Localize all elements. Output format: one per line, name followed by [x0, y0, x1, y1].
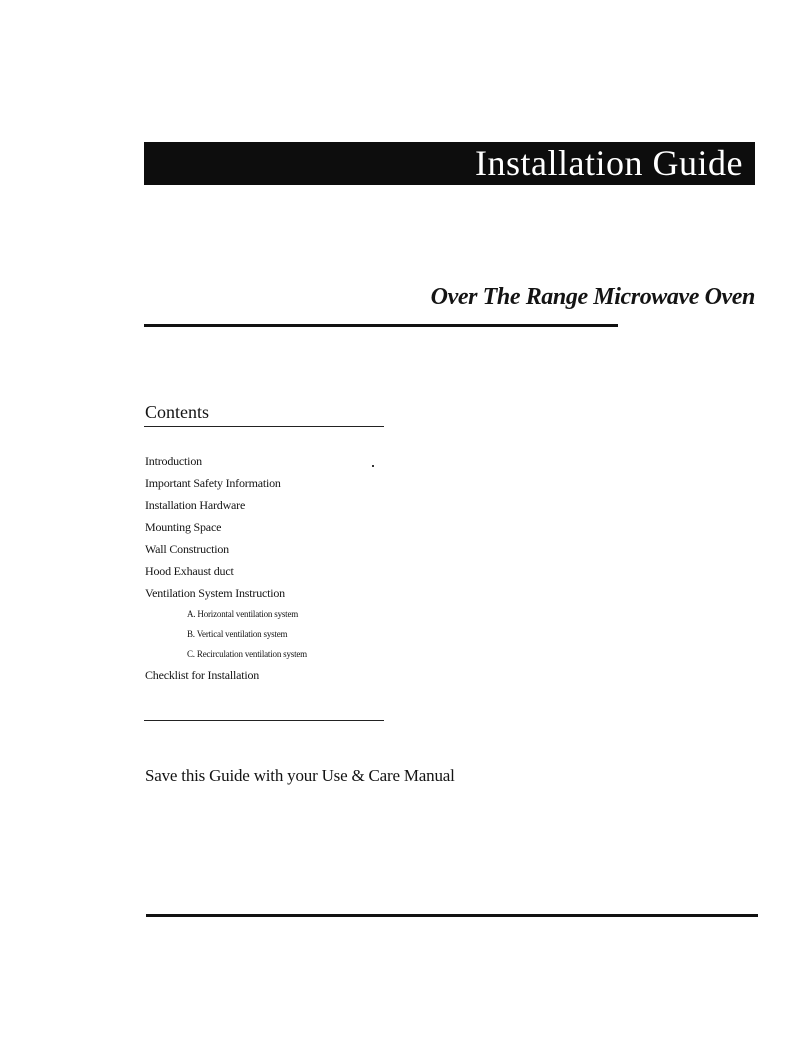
product-subtitle: Over The Range Microwave Oven [430, 284, 755, 310]
table-of-contents [145, 450, 307, 686]
toc-item-safety-information: Important Safety Information [145, 476, 281, 490]
toc-item-checklist: Checklist for Installation [145, 668, 260, 682]
toc-subitem-horizontal-ventilation: A. Horizontal ventilation system [187, 609, 299, 619]
toc-item-installation-hardware: Installation Hardware [145, 498, 246, 512]
toc-subitem-recirculation-ventilation: C. Recirculation ventilation system [187, 649, 307, 659]
contents-divider [144, 426, 384, 427]
toc-item-wall-construction: Wall Construction [145, 542, 229, 556]
title-banner [144, 142, 755, 185]
page-title: Installation Guide [475, 143, 743, 183]
scan-speck [372, 465, 374, 467]
toc-item-ventilation-system: Ventilation System Instruction [145, 586, 285, 600]
toc-subitem-vertical-ventilation: B. Vertical ventilation system [187, 629, 288, 639]
contents-heading: Contents [145, 402, 210, 422]
toc-item-hood-exhaust-duct: Hood Exhaust duct [145, 564, 234, 578]
toc-item-introduction: Introduction [145, 454, 202, 468]
save-guide-note: Save this Guide with your Use & Care Manual [145, 766, 455, 785]
subtitle-divider [144, 324, 618, 327]
bottom-divider [146, 914, 758, 917]
toc-item-mounting-space: Mounting Space [145, 520, 222, 534]
contents-end-divider [144, 720, 384, 721]
